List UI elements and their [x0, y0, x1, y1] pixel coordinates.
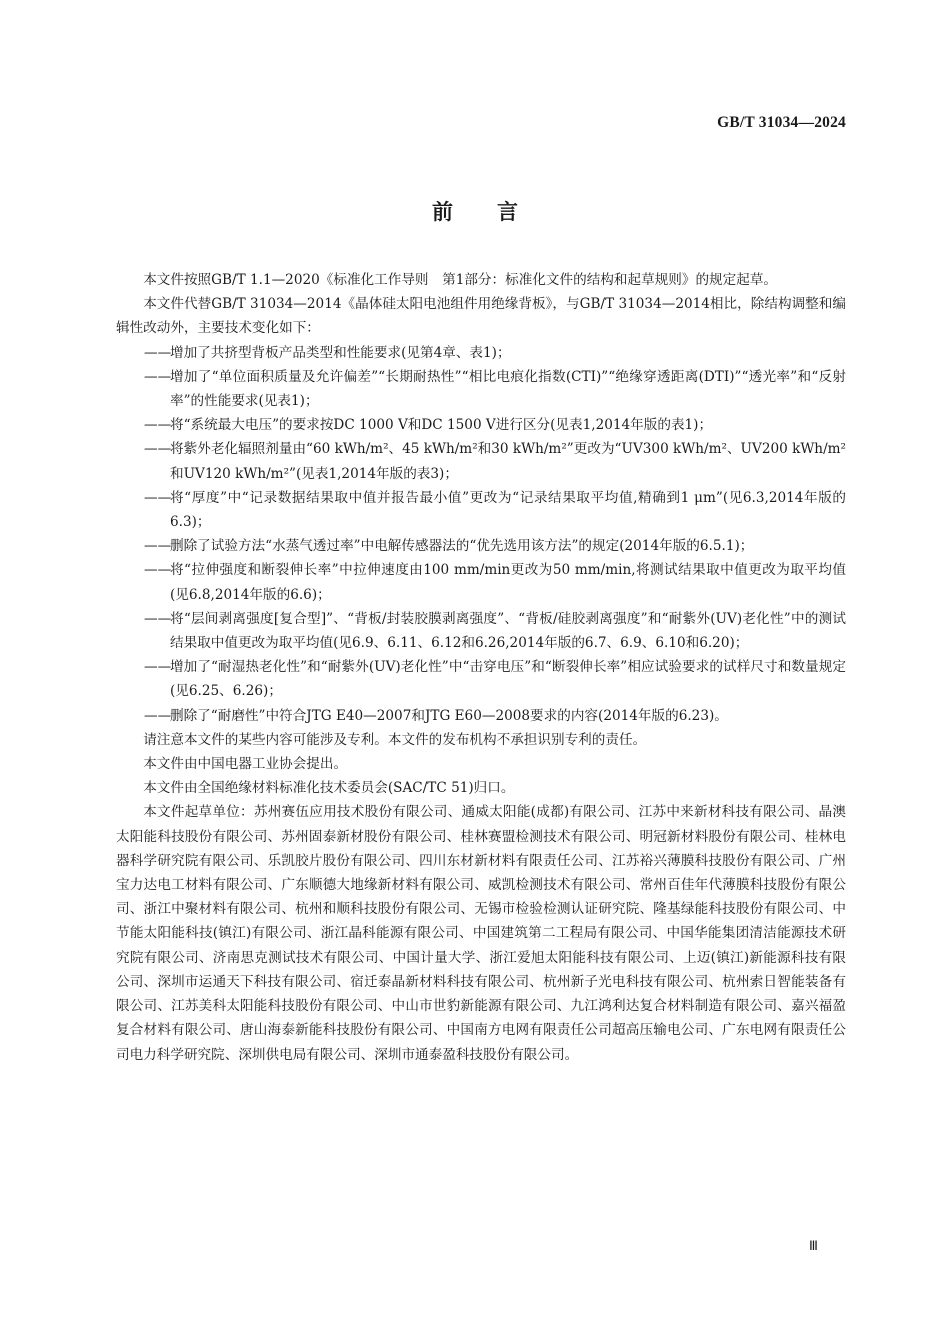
- dash-marker: ——: [144, 344, 172, 361]
- foreword-body: [116, 268, 846, 1067]
- list-item: —— 将“层间剥离强度[复合型]”、“背板/封装胶膜剥离强度”、“背板/硅胶剥离强度”和“耐紫外(UV)老化性”中的测试结果取中值更改为取平均值(见6.9、6.11、6.12和6.26,2014年版的6.7、6.9、6.10和6.20)；: [116, 607, 846, 655]
- dash-marker: ——: [144, 659, 172, 676]
- list-item: —— 增加了“单位面积质量及允许偏差”“长期耐热性”“相比电痕化指数(CTI)”“绝缘穿透距离(DTI)”“透光率”和“反射率”的性能要求(见表1)；: [116, 365, 846, 413]
- paragraph-patent-notice: 请注意本文件的某些内容可能涉及专利。本文件的发布机构不承担识别专利的责任。: [143, 731, 647, 748]
- dash-marker: ——: [144, 417, 172, 434]
- dash-marker: ——: [144, 489, 172, 506]
- page-number: Ⅲ: [809, 1238, 818, 1253]
- paragraph-committee: 本文件由全国绝缘材料标准化技术委员会(SAC/TC 51)归口。: [143, 780, 515, 797]
- dash-marker: ——: [144, 538, 172, 555]
- list-item: —— 将“系统最大电压”的要求按DC 1000 V和DC 1500 V进行区分(见表1,2014年版的表1)；: [116, 413, 846, 437]
- dash-marker: ——: [144, 610, 172, 627]
- list-item: —— 增加了共挤型背板产品类型和性能要求(见第4章、表1)；: [116, 341, 846, 365]
- dash-marker: ——: [144, 441, 172, 458]
- paragraph-proposer: 本文件由中国电器工业协会提出。: [143, 756, 348, 773]
- list-item: —— 增加了“耐湿热老化性”和“耐紫外(UV)老化性”中“击穿电压”和“断裂伸长率”相应试验要求的试样尺寸和数量规定(见6.25、6.26)；: [116, 655, 846, 703]
- paragraph-replacement: 本文件代替GB/T 31034—2014《晶体硅太阳电池组件用绝缘背板》，与GB/T 31034—2014相比，除结构调整和编辑性改动外，主要技术变化如下：: [116, 296, 846, 337]
- page-title: 前言: [432, 200, 562, 224]
- dash-marker: ——: [144, 368, 172, 385]
- list-item: —— 将“厚度”中“记录数据结果取中值并报告最小值”更改为“记录结果取平均值,精确到1 μm”(见6.3,2014年版的6.3)；: [116, 486, 846, 534]
- paragraph-drafting-rules: 本文件按照GB/T 1.1—2020《标准化工作导则 第1部分：标准化文件的结构和起草规则》的规定起草。: [143, 272, 778, 288]
- paragraph-drafting-units: 本文件起草单位：苏州赛伍应用技术股份有限公司、通威太阳能(成都)有限公司、江苏中来新材科技有限公司、晶澳太阳能科技股份有限公司、苏州固泰新材股份有限公司、桂林赛盟检测技术有限公司、明冠新材料股份有限公司、桂林电器科学研究院有限公司、乐凯胶片股份有限公司、四川东材新材料有限责任公司、江苏裕兴薄膜科技股份有限公司、广州宝力达电工材料有限公司、广东顺德大地缘新材料有限公司、威凯检测技术有限公司、常州百佳年代薄膜科技股份有限公司、浙江中聚材料有限公司、杭州和顺科技股份有限公司、无锡市检验检测认证研究院、隆基绿能科技股份有限公司、中节能太阳能科技(镇江)有限公司、浙江晶科能源有限公司、中国建筑第二工程局有限公司、中国华能集团清洁能源技术研究院有限公司、济南思克测试技术有限公司、中国计量大学、浙江爱旭太阳能科技有限公司、上迈(镇江)新能源科技有限公司、深圳市运通天下科技有限公司、宿迁泰晶新材料科技有限公司、杭州新子光电科技有限公司、杭州索日智能装备有限公司、江苏美科太阳能科技股份有限公司、中山市世豹新能源有限公司、九江鸿利达复合材料制造有限公司、嘉兴福盈复合材料有限公司、唐山海泰新能科技股份有限公司、中国南方电网有限责任公司超高压输电公司、广东电网有限责任公司电力科学研究院、深圳供电局有限公司、深圳市通泰盈科技股份有限公司。: [116, 804, 846, 1063]
- dash-marker: ——: [144, 707, 172, 724]
- list-item: —— 将紫外老化辐照剂量由“60 kWh/m²、45 kWh/m²和30 kWh/m²”更改为“UV300 kWh/m²、UV200 kWh/m²和UV120 kWh/m²”(见表1,2014年版的表3)；: [116, 437, 846, 485]
- changes-list: [116, 341, 846, 728]
- standard-code: GB/T 31034—2024: [717, 114, 846, 131]
- list-item: —— 将“拉伸强度和断裂伸长率”中拉伸速度由100 mm/min更改为50 mm/min,将测试结果取中值更改为取平均值(见6.8,2014年版的6.6)；: [116, 558, 846, 606]
- dash-marker: ——: [144, 562, 172, 579]
- list-item: —— 删除了“耐磨性”中符合JTG E40—2007和JTG E60—2008要求的内容(2014年版的6.23)。: [116, 704, 846, 728]
- list-item: —— 删除了试验方法“水蒸气透过率”中电解传感器法的“优先选用该方法”的规定(2014年版的6.5.1)；: [116, 534, 846, 558]
